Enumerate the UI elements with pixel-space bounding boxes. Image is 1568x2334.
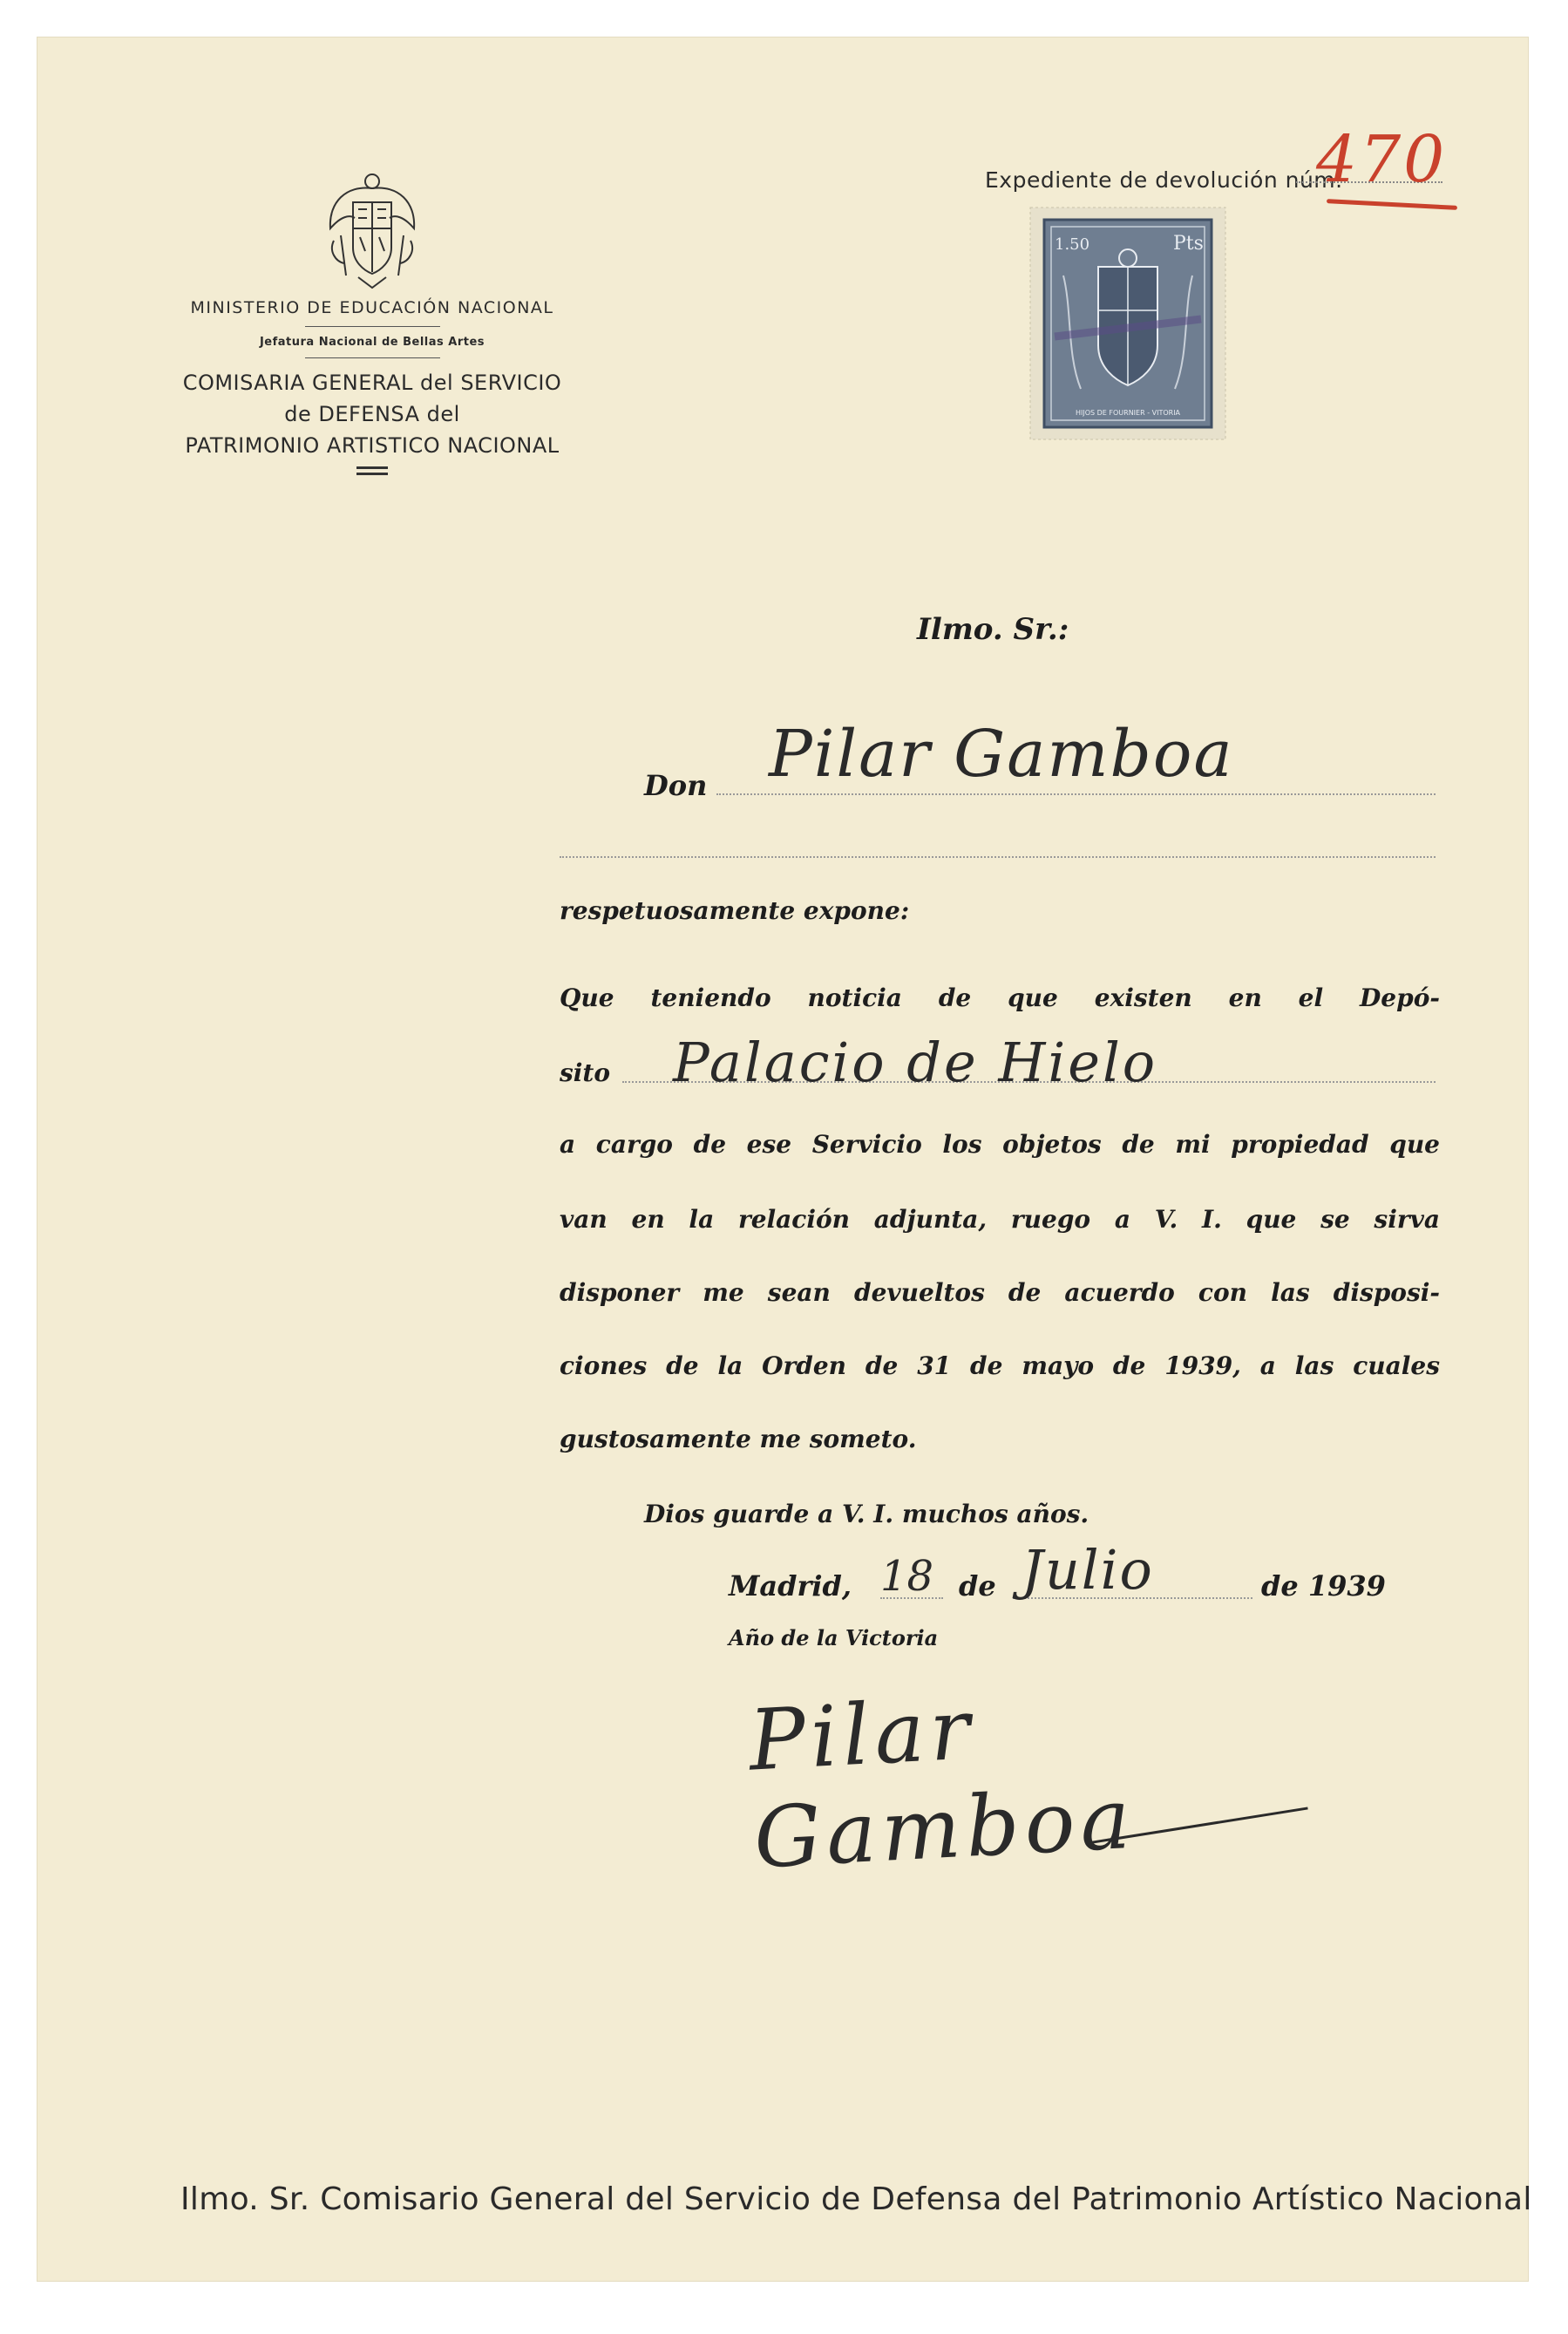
commission-line: PATRIMONIO ARTISTICO NACIONAL <box>185 433 560 458</box>
closing-formula: Dios guarde a V. I. muchos años. <box>644 1500 1089 1528</box>
body-line: disponer me sean devueltos de acuerdo con las disposi- <box>560 1278 1440 1307</box>
body-line: ciones de la Orden de 31 de mayo de 1939, a las cuales <box>560 1351 1440 1380</box>
stamp-printer: HIJOS DE FOURNIER - VITORIA <box>1075 409 1181 417</box>
expediente-label: Expediente de devolución núm. <box>985 167 1343 193</box>
expediente-underline <box>1327 199 1457 210</box>
stamp-value: 1.50 <box>1055 235 1090 254</box>
divider <box>305 357 440 358</box>
don-label: Don <box>644 769 708 802</box>
office-name: Jefatura Nacional de Bellas Artes <box>259 336 485 349</box>
don-dotted-line-2 <box>560 856 1436 858</box>
signature-text: Pilar Gamboa <box>746 1680 1138 1888</box>
document-sheet <box>37 37 1532 2282</box>
expediente-number: 470 <box>1316 122 1448 197</box>
deposit-label: sito <box>560 1058 611 1087</box>
divider <box>305 326 440 327</box>
date-connector: de <box>959 1569 996 1602</box>
body-line: a cargo de ese Servicio los objetos de mi propiedad que <box>560 1130 1440 1159</box>
revenue-stamp <box>1028 206 1227 441</box>
body-line: gustosamente me someto. <box>560 1425 917 1453</box>
signature <box>725 1667 1370 1888</box>
letterhead <box>167 167 577 475</box>
deposit-handwritten-value: Palacio de Hielo <box>673 1031 1158 1094</box>
body-line: van en la relación adjunta, ruego a V. I. que se sirva <box>560 1205 1440 1234</box>
intro-text: respetuosamente expone: <box>560 896 910 925</box>
stamp-unit: Pts <box>1173 233 1204 255</box>
place-label: Madrid, <box>729 1569 852 1602</box>
handwritten-day: 18 <box>880 1552 934 1601</box>
double-rule <box>356 466 388 475</box>
handwritten-month: Julio <box>1022 1538 1154 1602</box>
year-note: Año de la Victoria <box>729 1625 939 1650</box>
ministry-name: MINISTERIO DE EDUCACIÓN NACIONAL <box>190 298 554 317</box>
commission-line: de DEFENSA del <box>284 402 460 426</box>
body-line: Que teniendo noticia de que existen en el Depó- <box>560 983 1440 1012</box>
commission-line: COMISARIA GENERAL del SERVICIO <box>182 371 562 395</box>
date-year: de 1939 <box>1261 1569 1386 1602</box>
don-handwritten-name: Pilar Gamboa <box>769 717 1234 792</box>
salutation: Ilmo. Sr.: <box>917 612 1069 647</box>
footer-addressee: Ilmo. Sr. Comisario General del Servicio de Defensa del Patrimonio Artístico Nacional <box>180 2181 1532 2217</box>
don-dotted-line <box>716 793 1436 795</box>
coat-of-arms-icon <box>320 167 424 289</box>
